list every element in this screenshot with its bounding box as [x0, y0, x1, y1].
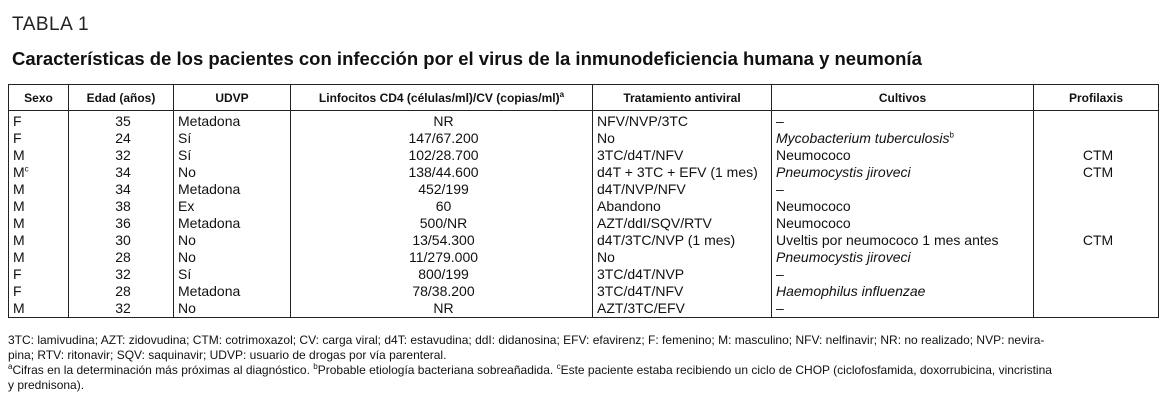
table-header-row: [9, 85, 1159, 111]
cell-cd4: 78/38.200: [291, 283, 593, 300]
footnote-mark: b: [949, 130, 954, 140]
col-header-tratamiento: Tratamiento antiviral: [593, 85, 772, 111]
cell-profilaxis: CTM: [1034, 232, 1159, 249]
cell-sexo: M: [9, 300, 69, 318]
footnote-mark-a: a: [559, 89, 565, 99]
cell-cultivos: Neumococo: [772, 147, 1034, 164]
cell-tratamiento: d4T/NVP/NFV: [593, 181, 772, 198]
cell-profilaxis: CTM: [1034, 147, 1159, 164]
cell-udvp: Metadona: [174, 111, 291, 131]
col-header-cultivos: Cultivos: [772, 85, 1034, 111]
cell-sexo: M: [9, 215, 69, 232]
cell-tratamiento: 3TC/d4T/NFV: [593, 283, 772, 300]
cell-udvp: Ex: [174, 198, 291, 215]
col-header-edad: Edad (años): [69, 85, 174, 111]
cell-sexo: M: [9, 181, 69, 198]
table-row: [9, 249, 1159, 266]
cell-udvp: Metadona: [174, 181, 291, 198]
col-header-profilaxis: Profilaxis: [1034, 85, 1159, 111]
cell-edad: 28: [69, 249, 174, 266]
table-row: [9, 147, 1159, 164]
cell-udvp: No: [174, 249, 291, 266]
cell-edad: 38: [69, 198, 174, 215]
cell-tratamiento: d4T/3TC/NVP (1 mes): [593, 232, 772, 249]
cell-udvp: Metadona: [174, 215, 291, 232]
cell-edad: 32: [69, 266, 174, 283]
cell-cultivos: Neumococo: [772, 215, 1034, 232]
footnotes-line-2: y prednisona).: [8, 378, 85, 392]
cell-profilaxis: CTM: [1034, 164, 1159, 181]
cell-profilaxis: [1034, 181, 1159, 198]
cell-cultivos: –: [772, 266, 1034, 283]
abbreviations-line-2: pina; RTV: ritonavir; SQV: saquinavir; UDVP: usuario de drogas por vía parenteral.: [8, 348, 447, 362]
table-row: [9, 111, 1159, 131]
cell-cd4: 102/28.700: [291, 147, 593, 164]
cell-edad: 32: [69, 300, 174, 318]
cell-cd4: 60: [291, 198, 593, 215]
cell-sexo: M: [9, 249, 69, 266]
cell-udvp: Metadona: [174, 283, 291, 300]
table-title: Características de los pacientes con infección por el virus de la inmunodeficiencia humana y neumonía: [12, 48, 922, 69]
cell-udvp: Sí: [174, 130, 291, 147]
cell-tratamiento: AZT/3TC/EFV: [593, 300, 772, 318]
cell-cultivos: Pneumocystis jiroveci: [772, 164, 1034, 181]
cell-profilaxis: [1034, 300, 1159, 318]
cell-cd4: 452/199: [291, 181, 593, 198]
cell-edad: 24: [69, 130, 174, 147]
cell-cultivos: Neumococo: [772, 198, 1034, 215]
cell-cd4: 500/NR: [291, 215, 593, 232]
cell-sexo: M: [9, 232, 69, 249]
cell-tratamiento: Abandono: [593, 198, 772, 215]
cell-udvp: No: [174, 232, 291, 249]
cell-tratamiento: NFV/NVP/3TC: [593, 111, 772, 131]
cell-cultivos: Haemophilus influenzae: [772, 283, 1034, 300]
cell-tratamiento: 3TC/d4T/NVP: [593, 266, 772, 283]
cell-edad: 34: [69, 181, 174, 198]
table-body: [9, 111, 1159, 318]
col-header-udvp: UDVP: [174, 85, 291, 111]
cell-cultivos: –: [772, 181, 1034, 198]
cell-tratamiento: No: [593, 130, 772, 147]
cell-edad: 28: [69, 283, 174, 300]
table-row: [9, 181, 1159, 198]
cell-cd4: 147/67.200: [291, 130, 593, 147]
cell-edad: 35: [69, 111, 174, 131]
cell-sexo: F: [9, 111, 69, 131]
cell-sexo: F: [9, 130, 69, 147]
cell-cd4: NR: [291, 111, 593, 131]
cell-tratamiento: 3TC/d4T/NFV: [593, 147, 772, 164]
cell-sexo: F: [9, 266, 69, 283]
cell-edad: 34: [69, 164, 174, 181]
cell-cd4: NR: [291, 300, 593, 318]
col-header-cd4: Linfocitos CD4 (células/ml)/CV (copias/ml)$^a$: [291, 85, 593, 111]
table-number: TABLA 1: [12, 14, 90, 35]
cell-profilaxis: [1034, 130, 1159, 147]
cell-cd4: 11/279.000: [291, 249, 593, 266]
table-row: [9, 300, 1159, 318]
table-row: [9, 266, 1159, 283]
cell-cultivos: –: [772, 300, 1034, 318]
cell-sexo: $M^c$: [9, 164, 69, 181]
cell-tratamiento: No: [593, 249, 772, 266]
patients-table: [8, 84, 1159, 318]
cell-profilaxis: [1034, 266, 1159, 283]
cell-cultivos: Uveltis por neumococo 1 mes antes: [772, 232, 1034, 249]
table-row: [9, 232, 1159, 249]
table-footnotes: [8, 333, 1158, 393]
cell-edad: 32: [69, 147, 174, 164]
cell-profilaxis: [1034, 198, 1159, 215]
cell-udvp: Sí: [174, 266, 291, 283]
cell-profilaxis: [1034, 111, 1159, 131]
cell-udvp: No: [174, 300, 291, 318]
table-row: [9, 198, 1159, 215]
abbreviations-line-1: 3TC: lamivudina; AZT: zidovudina; CTM: cotrimoxazol; CV: carga viral; d4T: estavudina; ddI: didanosina; EFV: efavirenz; F: femenino; M: masculino; NFV: nelfinavir; NR: no realizado; NVP: nevira-: [8, 333, 1045, 347]
cell-sexo: M: [9, 198, 69, 215]
cell-cd4: 800/199: [291, 266, 593, 283]
cell-cd4: 138/44.600: [291, 164, 593, 181]
footnotes-line: $^a$Cifras en la determinación más próximas al diagnóstico. $^b$Probable etiología bacteriana sobreañadida. $^c$Este paciente estaba recibiendo un ciclo de CHOP (ciclofosfamida, doxorrubicina, vincristina: [8, 362, 1052, 377]
cell-udvp: Sí: [174, 147, 291, 164]
cell-cultivos: Mycobacterium tuberculosis$^b$: [772, 130, 1034, 147]
cell-profilaxis: [1034, 249, 1159, 266]
col-header-sexo: Sexo: [9, 85, 69, 111]
table-row: [9, 215, 1159, 232]
cell-edad: 30: [69, 232, 174, 249]
cell-cultivos: –: [772, 111, 1034, 131]
footnote-mark: c: [24, 164, 29, 174]
table-row: [9, 164, 1159, 181]
cell-cd4: 13/54.300: [291, 232, 593, 249]
cell-cultivos: Pneumocystis jiroveci: [772, 249, 1034, 266]
cell-profilaxis: [1034, 215, 1159, 232]
table-row: [9, 283, 1159, 300]
cell-tratamiento: d4T + 3TC + EFV (1 mes): [593, 164, 772, 181]
table-row: [9, 130, 1159, 147]
cell-sexo: M: [9, 147, 69, 164]
cell-tratamiento: AZT/ddI/SQV/RTV: [593, 215, 772, 232]
cell-sexo: F: [9, 283, 69, 300]
cell-udvp: No: [174, 164, 291, 181]
cell-edad: 36: [69, 215, 174, 232]
cell-profilaxis: [1034, 283, 1159, 300]
